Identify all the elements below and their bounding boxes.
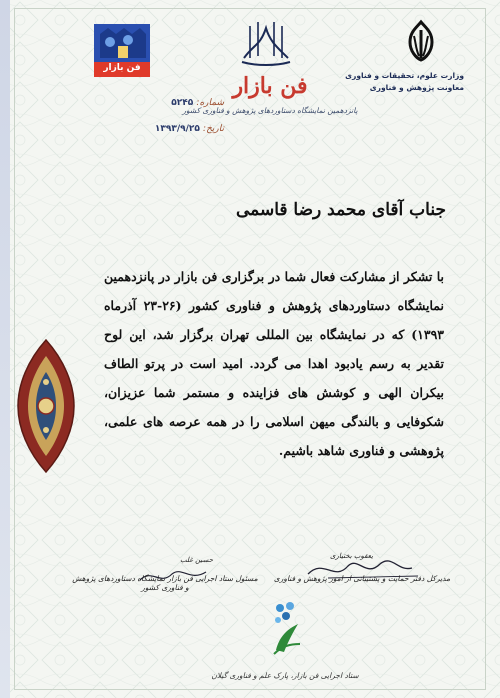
park-logo-icon: [270, 600, 302, 656]
calligraphy-icon: [236, 8, 296, 70]
ministry-line1: وزارت علوم، تحقیقات و فناوری: [345, 71, 464, 80]
brand-title: فن بازار: [232, 73, 308, 99]
right-signer-title: مدیرکل دفتر حمایت و پشتیبانی از امور پژوهش و فناوری: [273, 574, 451, 583]
left-edge-strip: [0, 0, 10, 698]
date-value: ۱۳۹۳/۹/۲۵: [154, 124, 200, 134]
ministry-block: [314, 70, 464, 94]
brand-subtitle: پانزدهمین نمایشگاه دستاوردهای پژوهش و فناوری کشور: [182, 106, 358, 115]
number-label: شماره:: [196, 98, 224, 108]
date-label: تاریخ:: [203, 124, 224, 134]
left-signer-title: مسئول ستاد اجرایی فن بازار نمایشگاه دستاوردهای پژوهش و فناوری کشور: [72, 574, 258, 592]
letter-body: با تشکر از مشارکت فعال شما در برگزاری فن بازار در پانزدهمین نمایشگاه دستاوردهای پژوهش و فناوری کشور (۲۶-۲۳ آذرماه ۱۳۹۳) که در نمایشگاه بین المللی تهران برگزار شد، این لوح تقدیر به رسم یادبود اهدا می گردد. امید است در پرتو الطاف بیکران الهی و کوشش های فزاینده و مستمر شما عزیزان، شکوفایی و بالندگی میهن اسلامی را در همه عرصه های علمی، پژوهشی و فناوری شاهد باشیم.: [104, 269, 444, 458]
footer-text: ستاد اجرایی فن بازار، پارک علم و فناوری گیلان: [211, 671, 359, 680]
logo-label: فن بازار: [103, 63, 141, 73]
reference-date: [64, 124, 224, 134]
persian-ornament-icon: [14, 336, 78, 476]
reference-number: [64, 98, 224, 108]
recipient-name: جناب آقای محمد رضا قاسمی: [235, 200, 446, 220]
iran-emblem-icon: [398, 18, 444, 64]
ministry-line2: معاونت پژوهش و فناوری: [369, 83, 464, 92]
left-signer-name: حسین غلب: [180, 556, 214, 564]
number-value: ۵۲۴۵: [171, 98, 194, 108]
right-signer-name: یعقوب بختیاری: [330, 552, 373, 560]
